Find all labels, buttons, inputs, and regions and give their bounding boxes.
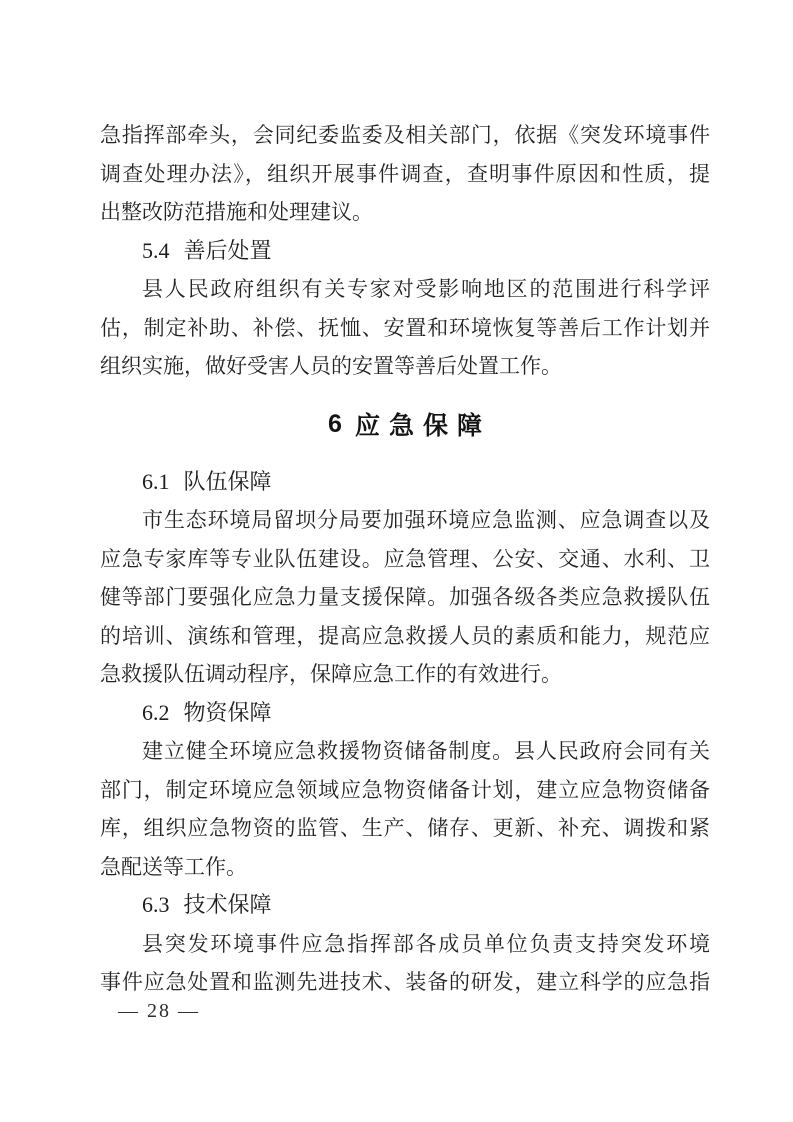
body-text-line: 的培训、演练和管理，提高应急救援人员的素质和能力，规范应 bbox=[100, 623, 710, 648]
body-text-line: 急配送等工作。 bbox=[100, 854, 247, 879]
body-text-line: 建立健全环境应急救援物资储备制度。县人民政府会同有关 bbox=[142, 739, 710, 763]
heading-title: 物资保障 bbox=[183, 699, 272, 725]
heading-title: 技术保障 bbox=[183, 892, 272, 917]
heading-title: 应急保障 bbox=[354, 412, 491, 440]
page-number: — 28 — bbox=[118, 1000, 200, 1022]
body-text-line: 库，组织应急物资的监管、生产、储存、更新、补充、调拨和紧 bbox=[100, 816, 710, 840]
heading-number: 6.1 bbox=[142, 468, 170, 494]
body-text-line: 事件应急处置和监测先进技术、装备的研发，建立科学的应急指 bbox=[100, 970, 710, 994]
body-text-line: 应急专家库等专业队伍建设。应急管理、公安、交通、水利、卫 bbox=[100, 546, 710, 571]
chapter-heading bbox=[100, 386, 710, 463]
document-content bbox=[100, 116, 710, 1002]
section-heading bbox=[100, 463, 710, 502]
body-text-line: 出整改防范措施和处理建议。 bbox=[100, 200, 373, 224]
section-heading bbox=[100, 886, 710, 925]
body-text-line: 市生态环境局留坝分局要加强环境应急监测、应急调查以及 bbox=[142, 508, 710, 532]
section-heading bbox=[100, 232, 710, 271]
section-heading bbox=[100, 694, 710, 733]
heading-title: 队伍保障 bbox=[183, 468, 272, 494]
heading-number: 6 bbox=[328, 409, 342, 438]
body-text-line: 组织实施，做好受害人员的安置等善后处置工作。 bbox=[100, 354, 562, 378]
heading-number: 5.4 bbox=[142, 237, 170, 263]
body-text-line: 县突发环境事件应急指挥部各成员单位负责支持突发环境 bbox=[142, 931, 710, 956]
heading-number: 6.2 bbox=[142, 699, 170, 725]
body-text-line: 部门，制定环境应急领域应急物资储备计划，建立应急物资储备 bbox=[100, 777, 710, 802]
heading-title: 善后处置 bbox=[183, 237, 272, 263]
body-text-line: 县人民政府组织有关专家对受影响地区的范围进行科学评 bbox=[142, 277, 710, 301]
body-text-line: 估，制定补助、补偿、抚恤、安置和环境恢复等善后工作计划并 bbox=[100, 315, 710, 340]
body-text-line: 健等部门要强化应急力量支援保障。加强各级各类应急救援队伍 bbox=[100, 585, 710, 609]
body-text-line: 急指挥部牵头，会同纪委监委及相关部门，依据《突发环境事件 bbox=[100, 123, 710, 147]
heading-number: 6.3 bbox=[142, 892, 170, 917]
body-text-line: 调查处理办法》，组织开展事件调查，查明事件原因和性质，提 bbox=[100, 161, 710, 186]
body-text-line: 急救援队伍调动程序，保障应急工作的有效进行。 bbox=[100, 662, 562, 686]
